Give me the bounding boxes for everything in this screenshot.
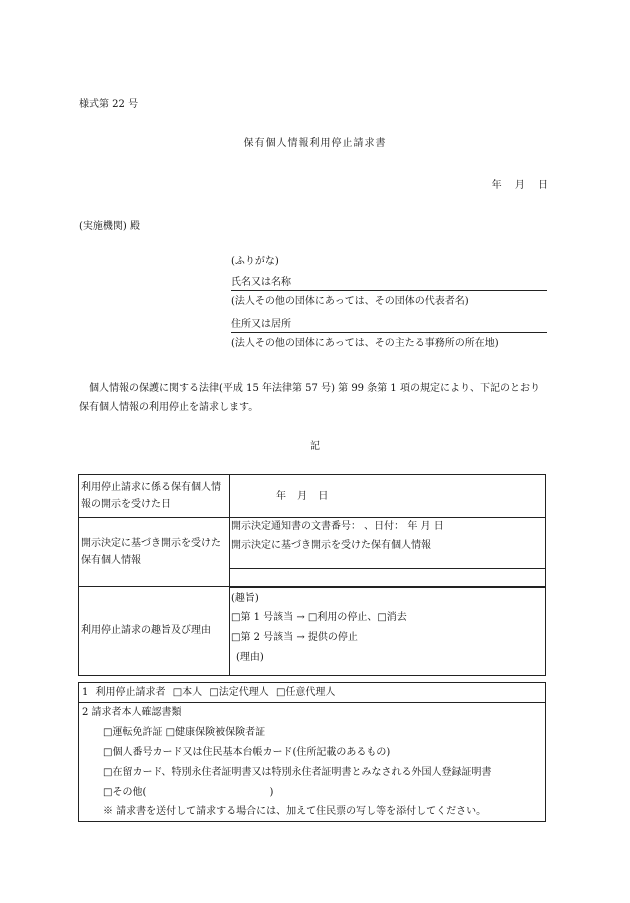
- reason-heading: (理由): [236, 652, 264, 663]
- request-date: 年 月 日: [491, 180, 548, 191]
- name-field[interactable]: 氏名又は名称: [231, 276, 547, 291]
- purpose-reason-label: 利用停止請求の趣旨及び理由: [79, 587, 230, 676]
- residence-certificate-note: ※ 請求書を送付して請求する場合には、加えて住民票の写し等を添付してください。: [103, 806, 487, 817]
- purpose-reason-cell[interactable]: [230, 587, 546, 676]
- recipient-line: (実施機関) 殿: [79, 221, 140, 232]
- requester-info-table: [78, 682, 546, 822]
- ki-heading: 記: [310, 441, 320, 452]
- furigana-label: (ふりがな): [231, 256, 279, 267]
- clause-2-option[interactable]: □第 2 号該当 → 提供の停止: [231, 632, 358, 643]
- identity-documents-cell: [79, 703, 546, 822]
- id-doc-option-other[interactable]: □その他( ): [103, 787, 274, 798]
- form-number: 様式第 22 号: [79, 99, 139, 110]
- id-doc-option-3[interactable]: □在留カード、特別永住者証明書又は特別永住者証明書とみなされる外国人登録証明書: [103, 767, 492, 778]
- disclosed-info-line: 開示決定に基づき開示を受けた保有個人情報: [231, 540, 431, 551]
- id-documents-heading: 2 請求者本人確認書類: [82, 707, 182, 718]
- inner-divider: [230, 568, 545, 569]
- address-field[interactable]: 住所又は居所: [231, 318, 547, 333]
- purpose-heading: (趣旨): [231, 593, 259, 604]
- requester-type-row[interactable]: 1 利用停止請求者 □本人 □法定代理人 □任意代理人: [79, 683, 546, 703]
- id-doc-option-2[interactable]: □個人番号カード又は住民基本台帳カード(住所記載のあるもの): [103, 747, 391, 758]
- name-note: (法人その他の団体にあっては、その団体の代表者名): [231, 296, 469, 307]
- clause-1-option[interactable]: □第 1 号該当 → □利用の停止、□消去: [231, 612, 407, 623]
- id-doc-option-1[interactable]: □運転免許証 □健康保険被保険者証: [103, 727, 266, 738]
- disclosed-info-label: 開示決定に基づき開示を受けた保有個人情報: [79, 518, 230, 587]
- inner-divider: [230, 587, 545, 588]
- document-title: 保有個人情報利用停止請求書: [243, 138, 387, 149]
- disclosure-date-value[interactable]: 年 月 日: [230, 475, 546, 518]
- request-details-table: [78, 474, 546, 676]
- request-body-text: 個人情報の保護に関する法律(平成 15 年法律第 57 号) 第 99 条第 1 項の規定により、下記のとおり保有個人情報の利用停止を請求します。: [79, 383, 540, 413]
- notice-number-line: 開示決定通知書の文書番号： 、日付： 年 月 日: [231, 521, 444, 532]
- disclosed-info-cell[interactable]: [230, 518, 546, 587]
- address-note: (法人その他の団体にあっては、その主たる事務所の所在地): [231, 338, 499, 349]
- disclosure-date-label: 利用停止請求に係る保有個人情報の開示を受けた日: [79, 475, 230, 518]
